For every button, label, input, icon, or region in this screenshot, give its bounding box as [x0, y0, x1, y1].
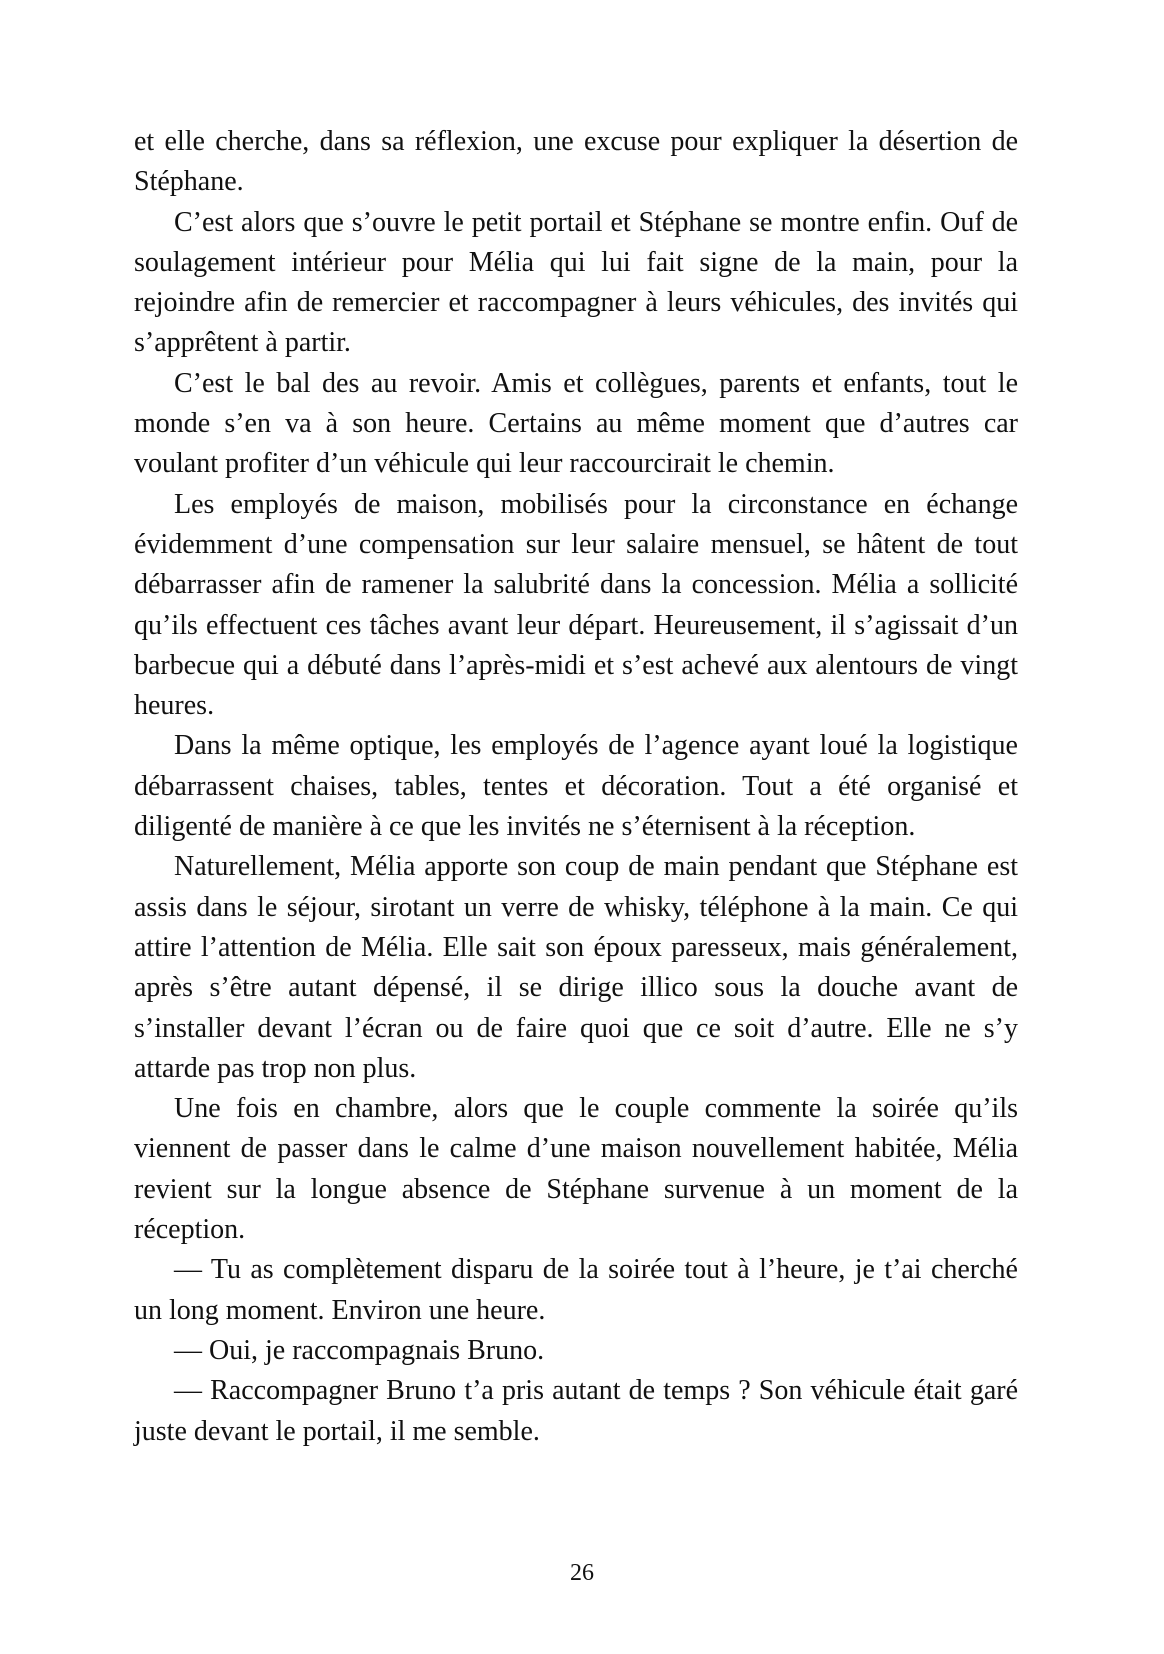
paragraph: Une fois en chambre, alors que le couple commente la soirée qu’ils viennent de passer dans le calme d’une maison nouvellement habitée, Mélia revient sur la longue absence de Stéphane survenue à un moment de la réception.: [134, 1093, 1018, 1246]
paragraph: Les employés de maison, mobilisés pour la circonstance en échange évidemment d’une compensation sur leur salaire mensuel, se hâtent de tout débarrasser afin de ramener la salubrité dans la concession. Mélia a sollicité qu’ils effectuent ces tâches avant leur départ. Heureusement, il s’agissait d’un barbecue qui a débuté dans l’après-midi et s’est achevé aux alentours de vingt heures.: [134, 488, 1018, 722]
paragraph: C’est alors que s’ouvre le petit portail et Stéphane se montre enfin. Ouf de soulagement intérieur pour Mélia qui lui fait signe de la main, pour la rejoindre afin de remercier et raccompagner à leurs véhicules, des invités qui s’apprêtent à partir.: [134, 206, 1018, 359]
paragraph: et elle cherche, dans sa réflexion, une excuse pour expliquer la désertion de Stéphane.: [134, 126, 1018, 198]
dialogue-line: — Tu as complètement disparu de la soirée tout à l’heure, je t’ai cherché un long moment. Environ une heure.: [134, 1254, 1018, 1326]
page-number: 26: [570, 1560, 594, 1586]
page-body: [134, 122, 1018, 1452]
paragraph: Naturellement, Mélia apporte son coup de main pendant que Stéphane est assis dans le séjour, sirotant un verre de whisky, téléphone à la main. Ce qui attire l’attention de Mélia. Elle sait son époux paresseux, mais généralement, après s’être autant dépensé, il se dirige illico sous la douche avant de s’installer devant l’écran ou de faire quoi que ce soit d’autre. Elle ne s’y attarde pas trop non plus.: [134, 851, 1018, 1084]
dialogue-line: — Raccompagner Bruno t’a pris autant de temps ? Son véhicule était garé juste devant le portail, il me semble.: [134, 1375, 1018, 1447]
paragraph: C’est le bal des au revoir. Amis et collègues, parents et enfants, tout le monde s’en va à son heure. Certains au même moment que d’autres car voulant profiter d’un véhicule qui leur raccourcirait le chemin.: [134, 367, 1018, 480]
paragraph: Dans la même optique, les employés de l’agence ayant loué la logistique débarrassent chaises, tables, tentes et décoration. Tout a été organisé et diligenté de manière à ce que les invités ne s’éternisent à la réception.: [134, 730, 1018, 843]
dialogue-line: — Oui, je raccompagnais Bruno.: [174, 1334, 545, 1366]
